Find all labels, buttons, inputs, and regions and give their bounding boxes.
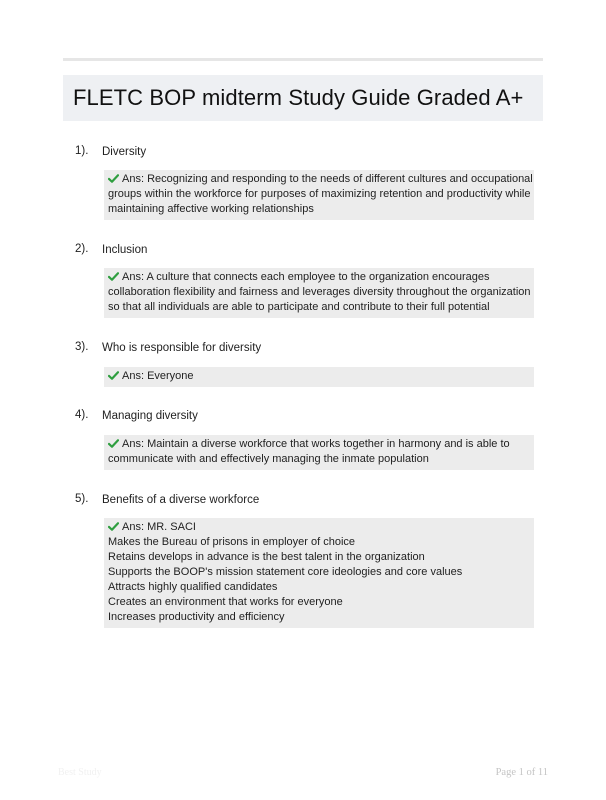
answer-line: Attracts highly qualified candidates [108,581,278,593]
answer-box [104,435,534,470]
question-number: 3). [75,341,89,353]
answer-box [104,367,534,387]
answer-line: groups within the workforce for purposes of maximizing retention and productivity while [108,188,531,200]
title-banner [63,75,543,121]
question-text: Who is responsible for diversity [102,342,262,354]
page-title: FLETC BOP midterm Study Guide Graded A+ [73,85,524,110]
answer-line: Retains develops in advance is the best talent in the organization [108,551,425,563]
top-divider [63,58,543,61]
answer-line: Ans: MR. SACI [108,520,530,535]
answer-line: Ans: A culture that connects each employee to the organization encourages [108,270,530,285]
answer-line: Supports the BOOP's mission statement core ideologies and core values [108,566,463,578]
answer-line: maintaining affective working relationships [108,203,314,215]
answer-line: Ans: Recognizing and responding to the needs of different cultures and occupational [108,172,530,187]
check-icon [108,174,119,183]
question-text: Managing diversity [102,410,198,422]
answer-line: so that all individuals are able to participate and contribute to their full potential [108,301,490,313]
check-icon [108,522,119,531]
answer-box [104,170,534,220]
question-text: Benefits of a diverse workforce [102,494,260,506]
answer-line: communicate with and effectively managing the inmate population [108,453,429,465]
question-text: Inclusion [102,244,148,256]
answer-line: Ans: Everyone [108,369,530,384]
check-icon [108,439,119,448]
footer-watermark: Best Study [58,767,102,778]
answer-line: Creates an environment that works for everyone [108,596,343,608]
answer-line: collaboration flexibility and fairness and leverages diversity throughout the organization [108,286,531,298]
question-number: 1). [75,145,89,157]
check-icon [108,272,119,281]
answer-box [104,268,534,318]
check-icon [108,371,119,380]
question-number: 4). [75,409,89,421]
answer-line: Ans: Maintain a diverse workforce that works together in harmony and is able to [108,437,530,452]
answer-line: Increases productivity and efficiency [108,611,285,623]
question-text: Diversity [102,146,147,158]
question-number: 2). [75,243,89,255]
page-number: Page 1 of 11 [495,767,548,778]
question-number: 5). [75,493,89,505]
answer-box [104,518,534,628]
answer-line: Makes the Bureau of prisons in employer of choice [108,536,356,548]
